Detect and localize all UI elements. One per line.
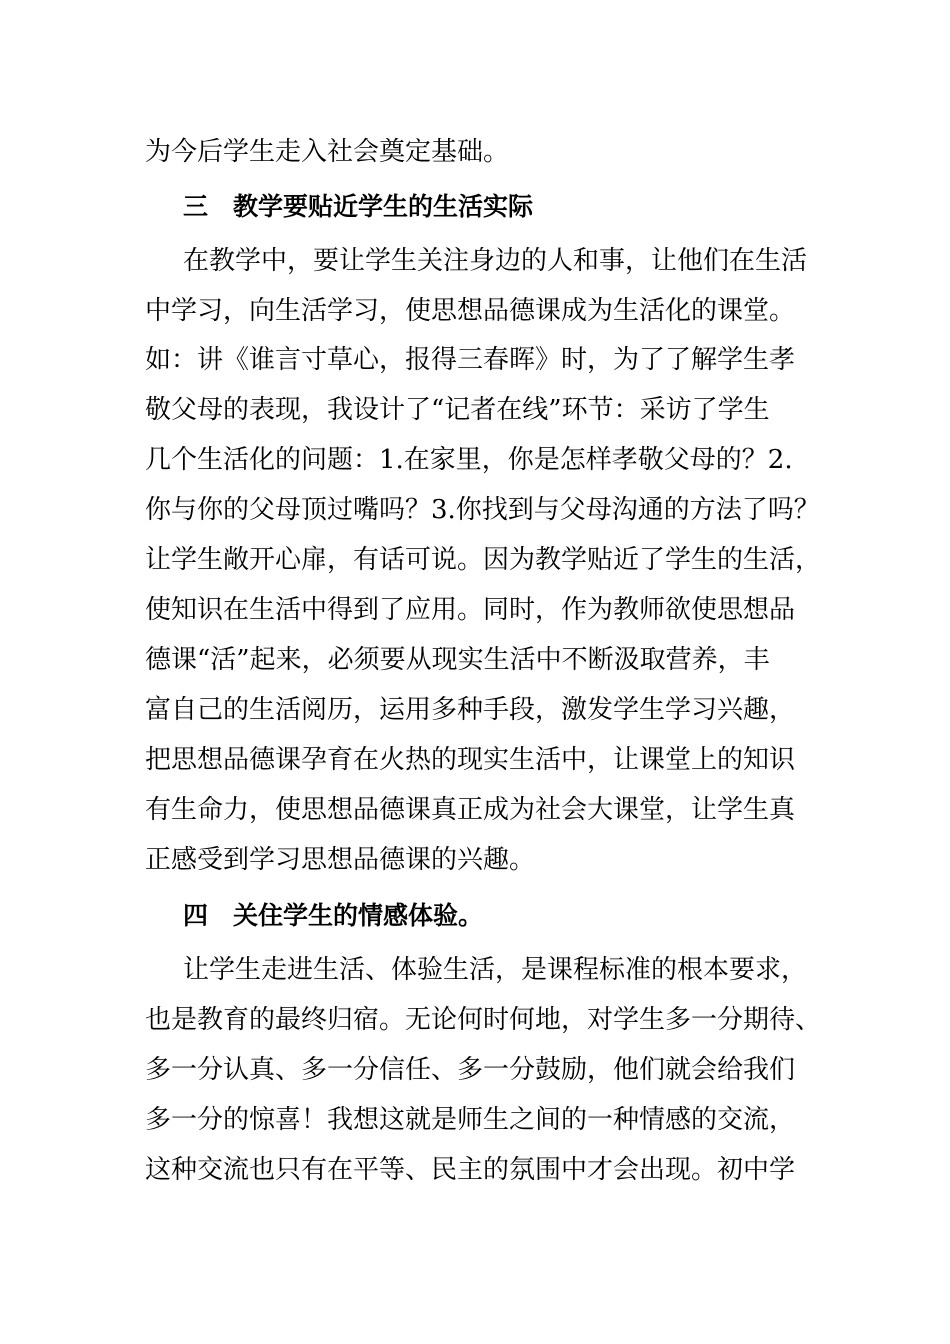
text-line: 这种交流也只有在平等、民主的氛围中才会出现。初中学 [145,1155,796,1185]
section-heading-3: 三 教学要贴近学生的生活实际 [183,192,534,221]
text-line: 把思想品德课孕育在火热的现实生活中，让课堂上的知识 [145,745,796,775]
text-line: 有生命力，使思想品德课真正成为社会大课堂，让学生真 [145,795,796,825]
text-line: 让学生敞开心扉，有话可说。因为教学贴近了学生的生活， [145,545,822,575]
text-line: 几个生活化的问题：1.在家里，你是怎样孝敬父母的？2. [145,445,793,475]
section-heading-4: 四 关住学生的情感体验。 [183,901,484,930]
text-line: 多一分的惊喜！我想这就是师生之间的一种情感的交流， [145,1105,796,1135]
text-line: 也是教育的最终归宿。无论何时何地，对学生多一分期待、 [145,1005,822,1035]
text-line: 多一分认真、多一分信任、多一分鼓励，他们就会给我们 [145,1055,796,1085]
text-line: 为今后学生走入社会奠定基础。 [145,137,510,167]
text-line: 在教学中，要让学生关注身边的人和事，让他们在生活 [183,246,808,276]
text-line: 你与你的父母顶过嘴吗？3.你找到与父母沟通的方法了吗？ [145,495,820,525]
text-line: 让学生走进生活、体验生活，是课程标准的根本要求， [183,955,808,985]
text-line: 德课“活”起来，必须要从现实生活中不断汲取营养，丰 [145,645,770,675]
text-line: 使知识在生活中得到了应用。同时，作为教师欲使思想品 [145,595,796,625]
text-line: 如：讲《谁言寸草心，报得三春晖》时，为了了解学生孝 [145,345,796,375]
text-line: 富自己的生活阅历，运用多种手段，激发学生学习兴趣， [145,695,796,725]
text-line: 正感受到学习思想品德课的兴趣。 [145,845,536,875]
text-line: 敬父母的表现，我设计了“记者在线”环节：采访了学生 [145,395,770,425]
text-line: 中学习，向生活学习，使思想品德课成为生活化的课堂。 [145,296,796,326]
